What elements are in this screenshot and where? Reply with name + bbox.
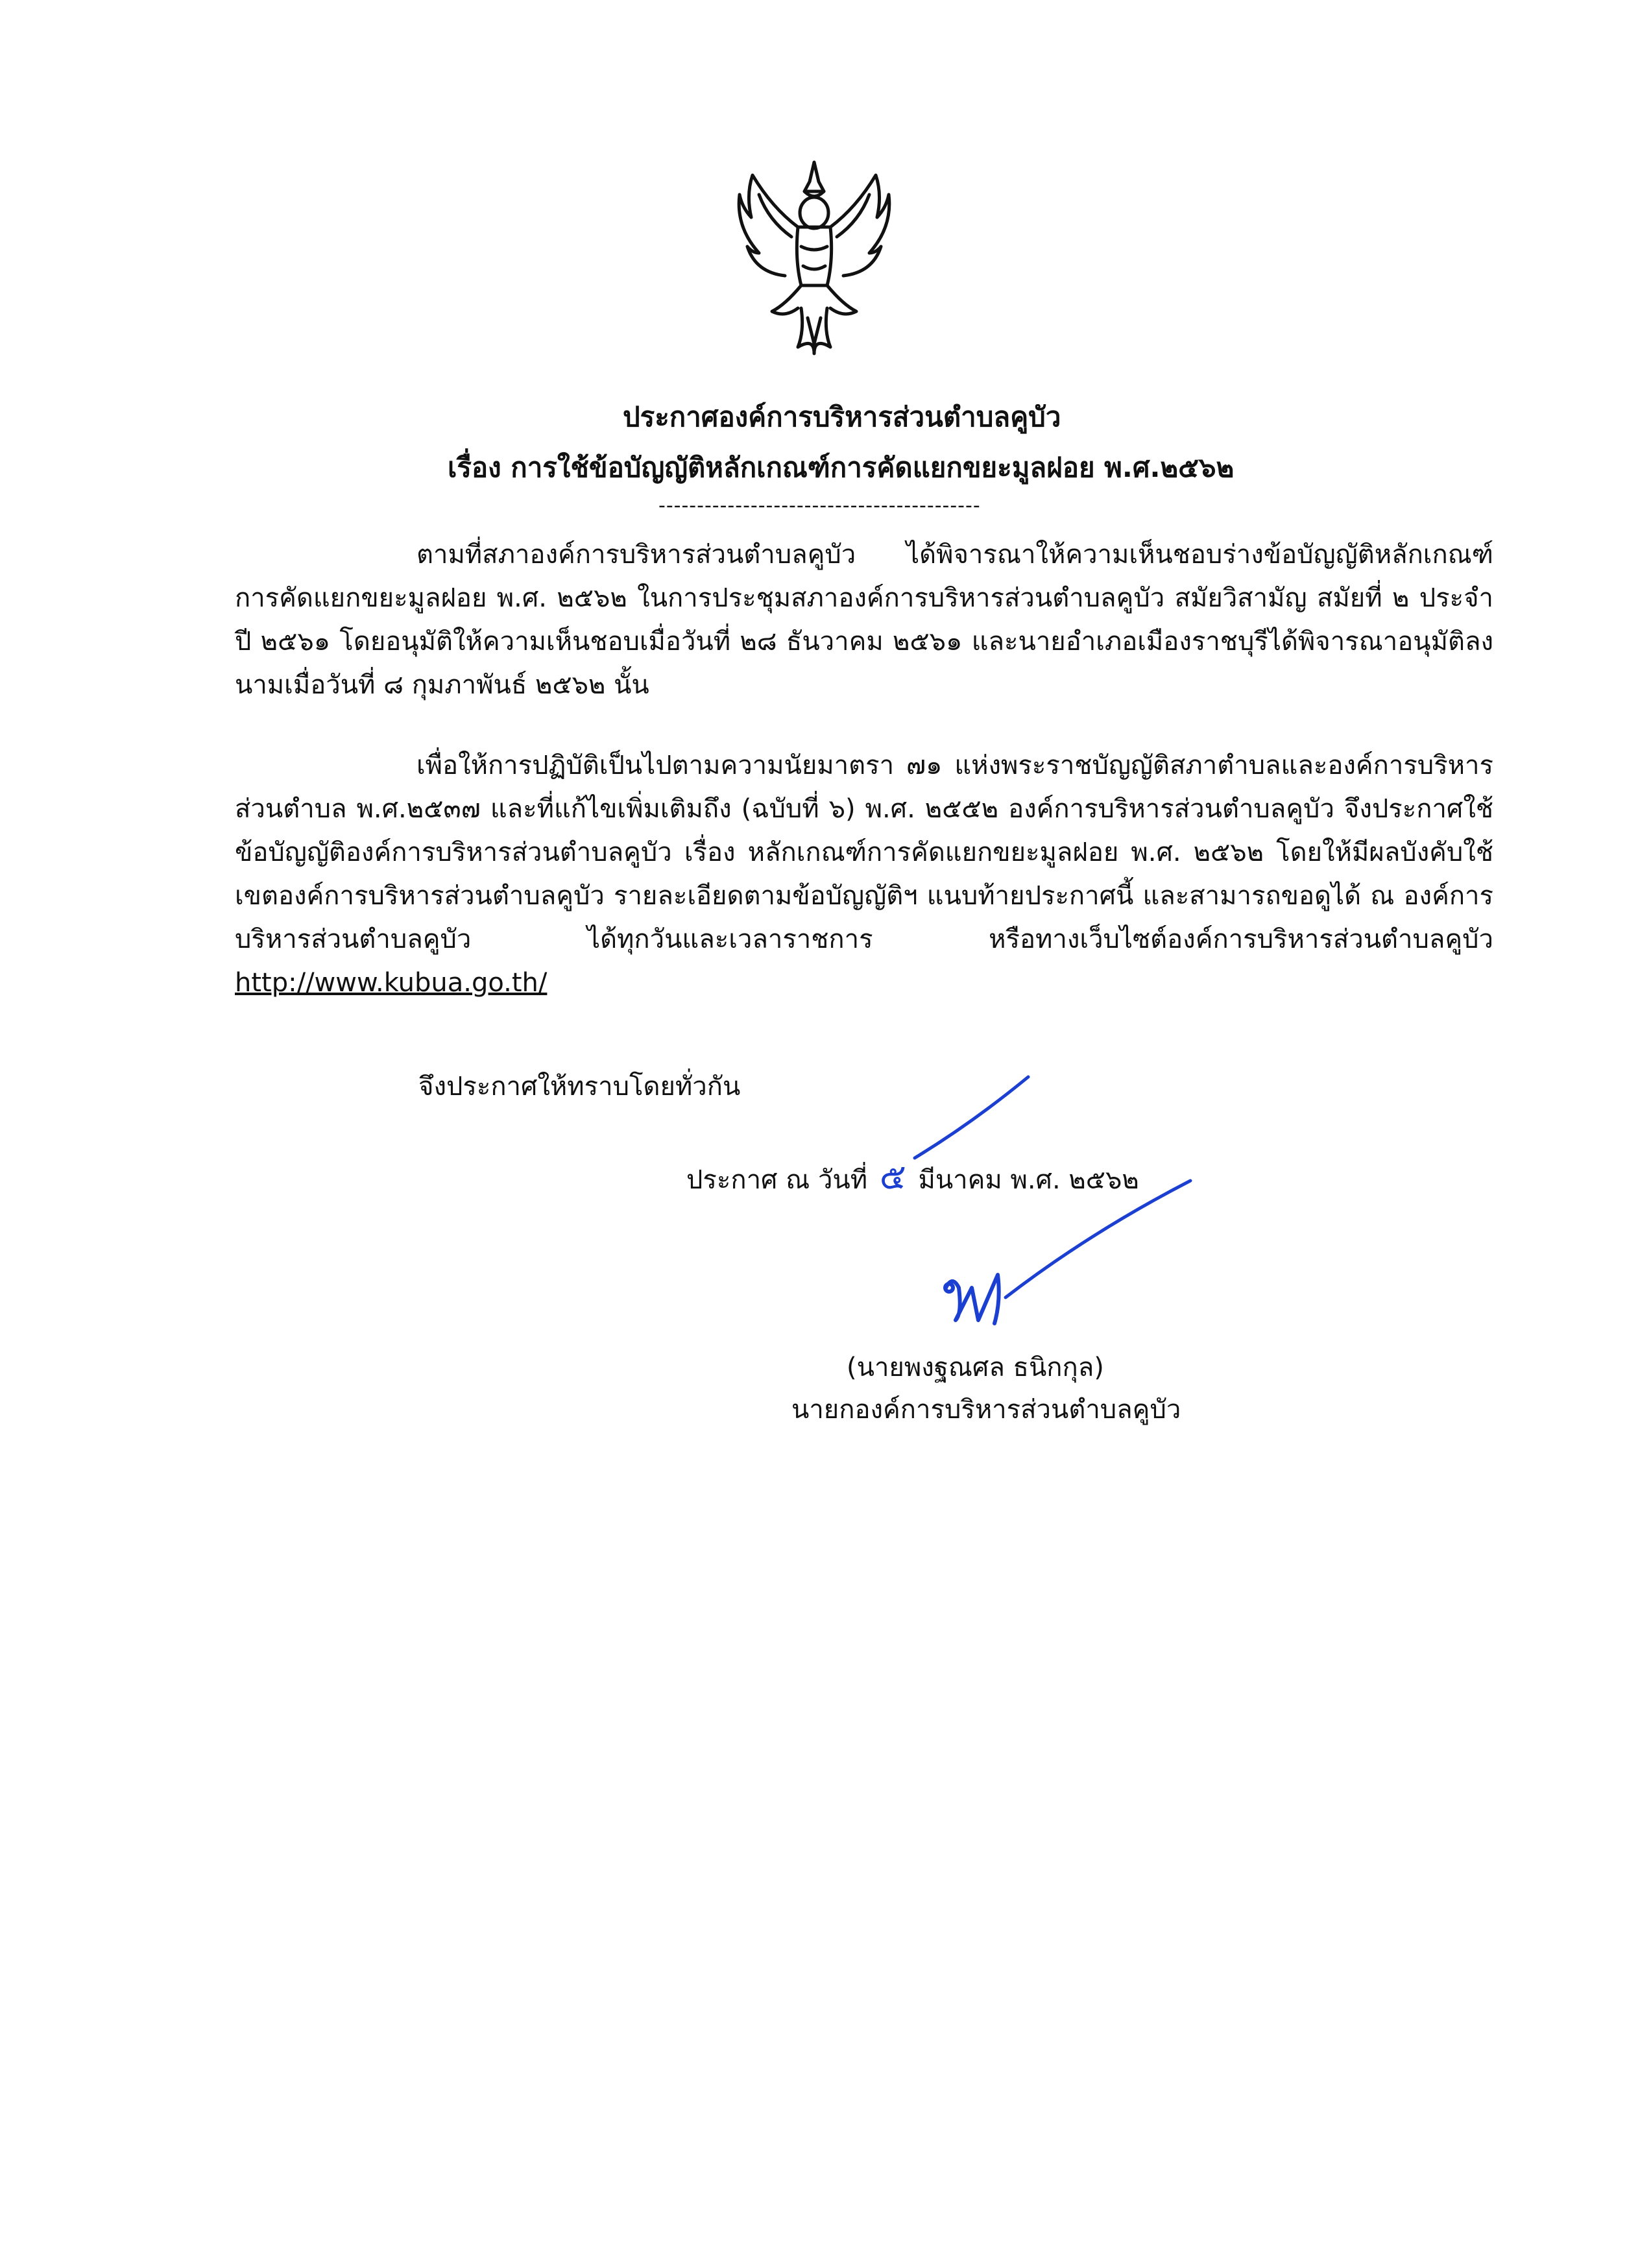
date-prefix: ประกาศ ณ วันที่ [686, 1165, 868, 1195]
paragraph-2 [235, 744, 1493, 1005]
signatory-name: (นายพงฐณศล ธนิกกุล) [847, 1353, 1104, 1382]
closing-statement: จึงประกาศให้ทราบโดยทั่วกัน [418, 1072, 741, 1102]
handwritten-day: ๕ [879, 1156, 906, 1197]
paragraph-1: ตามที่สภาองค์การบริหารส่วนตำบลคูบัว ได้พิจารณาให้ความเห็นชอบร่างข้อบัญญัติหลักเกณฑ์การคัดแยกขยะมูลฝอย พ.ศ. ๒๕๖๒ ในการประชุมสภาองค์การบริหารส่วนตำบลคูบัว สมัยวิสามัญ สมัยที่ ๒ ประจำปี ๒๕๖๑ โดยอนุมัติให้ความเห็นชอบเมื่อวันที่ ๒๘ ธันวาคม ๒๕๖๑ และนายอำเภอเมืองราชบุรีได้พิจารณาอนุมัติลงนามเมื่อวันที่ ๘ กุมภาพันธ์ ๒๕๖๒ นั้น [235, 540, 1493, 700]
document-title: ประกาศองค์การบริหารส่วนตำบลคูบัว [623, 401, 1061, 433]
handwritten-signature [939, 1268, 1011, 1327]
title-separator: ------------------------------------------ [658, 494, 981, 517]
paragraph-2-text: เพื่อให้การปฏิบัติเป็นไปตามความนัยมาตรา ๗๑ แห่งพระราชบัญญัติสภาตำบลและองค์การบริหารส่วนตำบล พ.ศ.๒๕๓๗ และที่แก้ไขเพิ่มเติมถึง (ฉบับที่ ๖) พ.ศ. ๒๕๕๒ องค์การบริหารส่วนตำบลคูบัว จึงประกาศใช้ข้อบัญญัติองค์การบริหารส่วนตำบลคูบัว เรื่อง หลักเกณฑ์การคัดแยกขยะมูลฝอย พ.ศ. ๒๕๖๒ โดยให้มีผลบังคับใช้เขตองค์การบริหารส่วนตำบลคูบัว รายละเอียดตามข้อบัญญัติฯ แนบท้ายประกาศนี้ และสามารถขอดูได้ ณ องค์การบริหารส่วนตำบลคูบัว ได้ทุกวันและเวลาราชการ หรือทางเว็บไซต์องค์การบริหารส่วนตำบลคูบัว [235, 751, 1493, 954]
garuda-emblem [733, 156, 895, 357]
website-link[interactable]: http://www.kubua.go.th/ [235, 968, 548, 998]
document-subject: เรื่อง การใช้ข้อบัญญัติหลักเกณฑ์การคัดแยกขยะมูลฝอย พ.ศ.๒๕๖๒ [448, 452, 1235, 483]
date-suffix: มีนาคม พ.ศ. ๒๕๖๒ [918, 1165, 1139, 1195]
signatory-position: นายกองค์การบริหารส่วนตำบลคูบัว [791, 1395, 1181, 1425]
